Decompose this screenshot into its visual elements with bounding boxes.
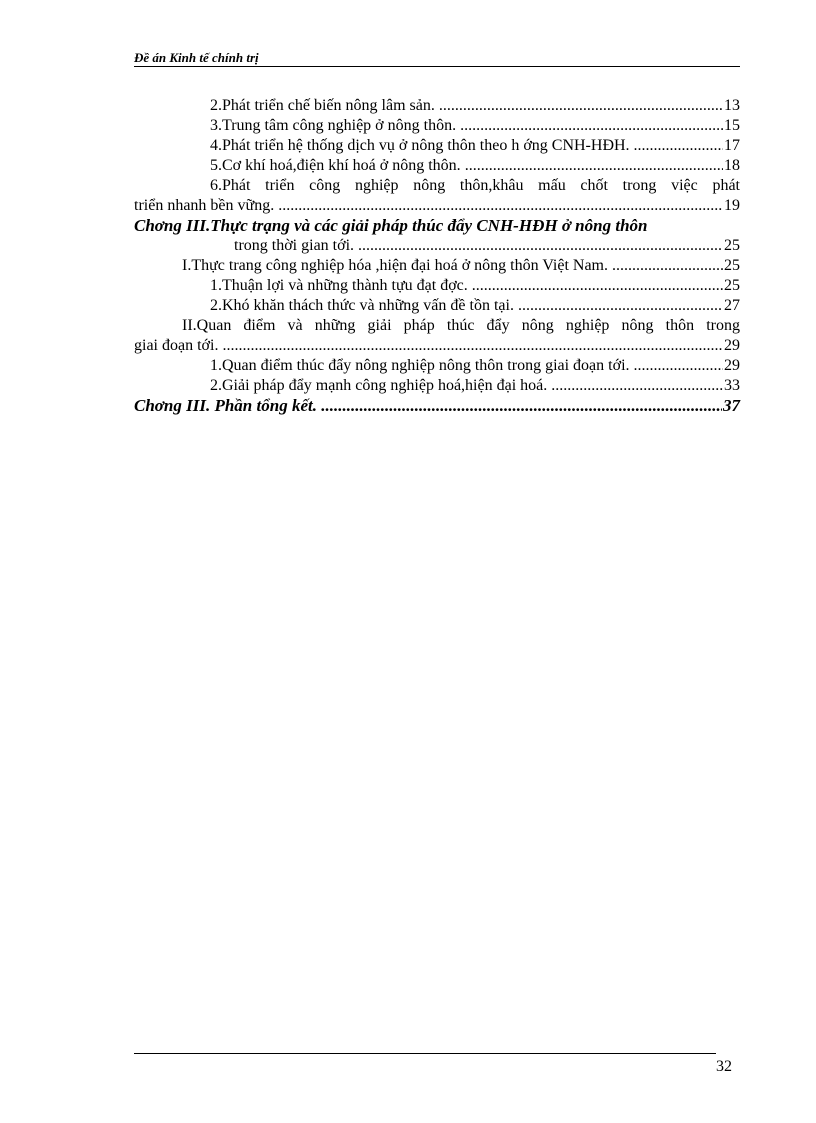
toc-entry-text: giai đoạn tới. ..... [134,336,723,356]
toc-entry-text: 2.Giải pháp đẩy mạnh công nghiệp hoá,hiện đại hoá. ..... [210,376,723,396]
toc-entry-page: 18 [724,157,740,174]
toc-entry-first-line: 6.Phát triển công nghiệp nông thôn,khâu mấu chốt trong việc phát [210,177,740,194]
toc-entry-text: 1.Quan điểm thúc đẩy nông nghiệp nông thôn trong giai đoạn tới. ..... [210,356,723,376]
toc-entry-page: 19 [724,197,740,214]
toc-entry-page: 27 [724,297,740,314]
toc-entry-text: 2.Phát triển chế biến nông lâm sản. ..... [210,96,723,116]
toc-entry-text: I.Thực trang công nghiệp hóa ,hiện đại hoá ở nông thôn Việt Nam. ..... [182,256,723,276]
toc-entry-text: 3.Trung tâm công nghiệp ở nông thôn. ..... [210,116,723,136]
toc-entry [134,136,740,156]
toc-entry-page: 25 [724,277,740,294]
toc-entry-text: 1.Thuận lợi và những thành tựu đạt đợc. ..... [210,276,723,296]
toc-entry-text: 5.Cơ khí hoá,điện khí hoá ở nông thôn. ..... [210,156,723,176]
toc-entry-text: triển nhanh bền vững. ..... [134,196,723,216]
table-of-contents [134,96,740,416]
toc-entry [134,296,740,316]
toc-entry-first-line: II.Quan điểm và những giải pháp thúc đẩy nông nghiệp nông thôn trong [182,317,740,334]
toc-entry [134,256,740,276]
footer-rule [134,1053,716,1054]
toc-entry-page: 17 [724,137,740,154]
toc-entry [134,276,740,296]
toc-entry [134,356,740,376]
header-rule [134,66,740,67]
toc-entry-text: 2.Khó khăn thách thức và những vấn đề tồn tại. ..... [210,296,723,316]
toc-entry-page: 25 [724,257,740,274]
toc-entry-page: 13 [724,97,740,114]
chapter-heading: Chơng III.Thực trạng và các giải pháp thúc đẩy CNH-HĐH ở nông thôn [134,216,648,235]
toc-entry-text: Chơng III. Phần tổng kết. ..... [134,396,722,416]
toc-entry [134,196,740,216]
toc-entry [134,116,740,136]
toc-entry-page: 33 [724,377,740,394]
toc-entry-page: 25 [724,237,740,254]
toc-entry-page: 29 [724,357,740,374]
toc-entry-text: 4.Phát triển hệ thống dịch vụ ở nông thôn theo h ớng CNH-HĐH. ..... [210,136,723,156]
toc-entry-text: trong thời gian tới. ..... [234,236,723,256]
running-header: Đề án Kinh tế chính trị [134,50,259,65]
toc-entry [134,336,740,356]
toc-entry [134,376,740,396]
toc-entry [134,96,740,116]
toc-entry-page: 15 [724,117,740,134]
toc-entry-page: 29 [724,337,740,354]
chapter-heading [134,396,740,416]
toc-entry-page: 37 [723,396,740,415]
page-number: 32 [716,1058,732,1075]
toc-entry [134,236,740,256]
toc-entry [134,156,740,176]
